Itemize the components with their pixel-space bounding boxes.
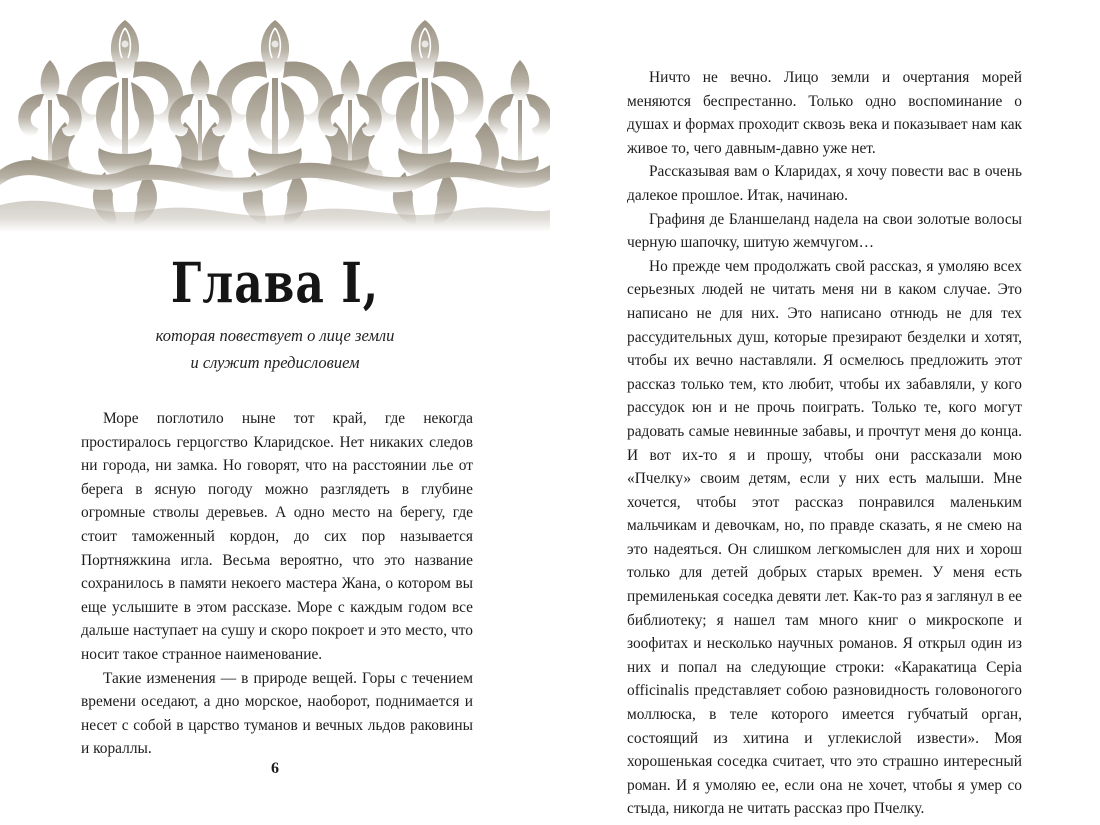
paragraph: Графиня де Бланшеланд надела на свои золотые волосы черную шапочку, шитую жемчугом… [627, 210, 1022, 252]
paragraph: Такие изменения — в природе вещей. Горы с течением времени оседают, а дно морское, наоборот, поднимается и несет с собой в царство туманов и вечных льдов раковины и кораллы. [81, 669, 473, 758]
right-body-text [627, 66, 1022, 821]
right-page [550, 0, 1100, 825]
paragraph: Море поглотило ныне тот край, где некогда простиралось герцогство Кларидское. Нет никаких следов ни города, ни замка. Но говорят, что на расстоянии лье от берега в ясную погоду можно разглядеть в глубине огромные стволы деревьев. А одно место на берегу, где стоит таможенный кордон, до сих пор называется Портняжкина игла. Весьма вероятно, что это название сохранилось в памяти некоего мастера Жана, о котором вы еще услышите в этом рассказе. Море с каждым годом все дальше наступает на сушу и скоро покроет и это место, что носит такое странное наименование. [81, 410, 473, 663]
paragraph: Но прежде чем продолжать свой рассказ, я умоляю всех серьезных людей не читать меня ни в каком случае. Это написано не для них. Это написано отнюдь не для тех рассудительных душ, которые презирают безделки и хотят, чтобы их вечно наставляли. Я осмелюсь предложить этот рассказ только тем, кто любит, чтобы их забавляли, у кого рассудок юн и не прочь поиграть. Только те, кого могут радовать самые невинные забавы, и прочтут меня до конца. И вот их-то я и прошу, чтобы они рассказали мою «Пчелку» своим детям, если у них есть малыши. Мне хочется, чтобы этот рассказ понравился маленьким мальчикам и девочкам, но, по правде сказать, я не смею на это надеяться. Он слишком легкомыслен для них и хорош только для детей добрых старых времен. У меня есть премиленькая соседка девяти лет. Как-то раз я заглянул в ее библиотеку; я нашел там много книг о микроскопе и зоофитах и несколько научных романов. Я открыл один из них и попал на следующие строки: «Каракатица Cepia officinalis представляет собою разновидность головоногого моллюска, в теле которого имеется губчатый орган, состоящий из хитина и углекислой извести». Моя хорошенькая соседка считает, что это страшно интересный роман. И я умоляю ее, если она не хочет, чтобы я умер со стыда, никогда не читать рассказ про Пчелку. [627, 257, 1022, 818]
paragraph: Ничто не вечно. Лицо земли и очертания морей меняются беспрестанно. Только одно воспоминание о душах и формах проходит сквозь века и показывает нам как живое то, чего давным-давно уже нет. [627, 69, 1022, 157]
paragraph: Рассказывая вам о Кларидах, я хочу повести вас в очень далекое прошлое. Итак, начинаю. [627, 163, 1022, 204]
chapter-subtitle [0, 322, 550, 376]
page-number: 6 [271, 760, 279, 777]
subtitle-line: которая повествует о лице земли [155, 326, 395, 345]
left-body-text [81, 407, 473, 761]
subtitle-line: и служит предисловием [190, 353, 360, 372]
damask-ornament-border [0, 20, 550, 232]
chapter-title: Глава I, [170, 252, 380, 316]
